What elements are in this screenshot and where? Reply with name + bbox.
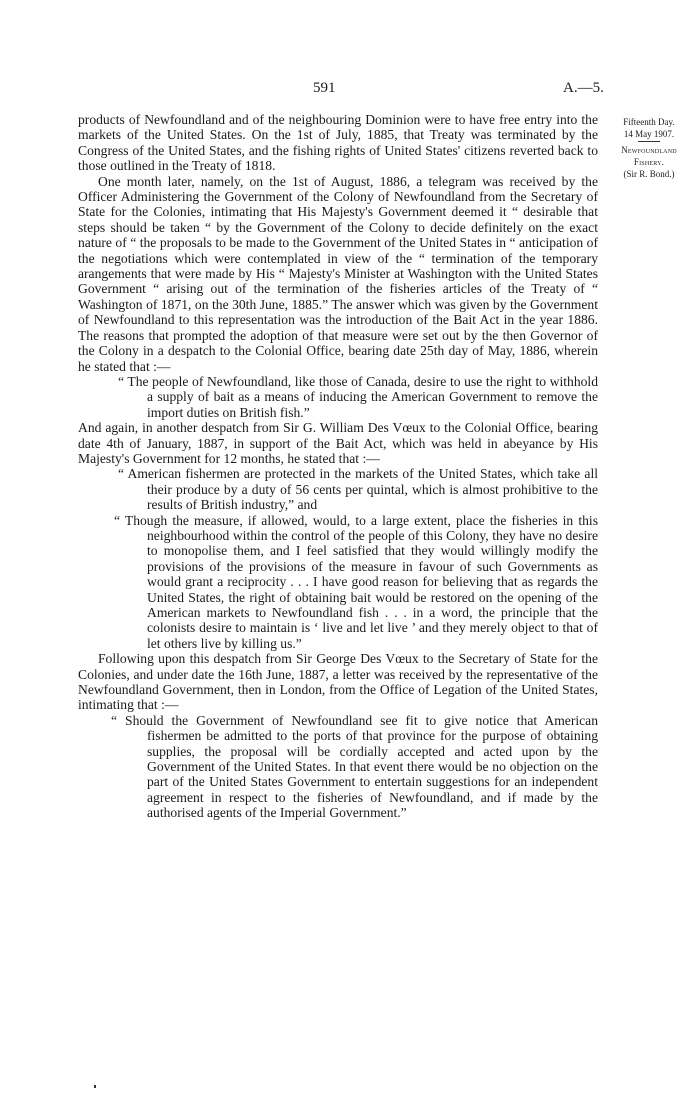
paragraph: Following upon this despatch from Sir George Des Vœux to the Secretary of State for the Colonies, and under date the 16th June, 1887, a letter was received by the representative of the Newfoundland Government, then in London, from the Office of Legation of the United States, intimating that :—: [78, 651, 598, 713]
margin-speaker: (Sir R. Bond.): [623, 169, 675, 179]
margin-rule: [638, 141, 660, 142]
paragraph: And again, in another despatch from Sir G. William Des Vœux to the Colonial Office, bearing date 4th of January, 1887, in support of the Bait Act, which was held in abeyance by His Majesty's Government for 12 months, he stated that :—: [78, 420, 598, 466]
margin-day: Fifteenth Day.: [623, 117, 675, 127]
block-quote: “ The people of Newfoundland, like those of Canada, desire to use the right to withhold a supply of bait as a means of inducing the American Government to remove the import duties on British fish.”: [118, 373, 598, 420]
document-reference: A.—5.: [563, 80, 604, 96]
body-text: [78, 112, 598, 821]
block-quote: “ American fishermen are protected in the markets of the United States, which take all their produce by a duty of 56 cents per quintal, which is almost prohibitive to the results of British industry,” and: [118, 466, 598, 513]
margin-topic-line1: Newfoundland: [621, 145, 677, 155]
print-mark: [94, 1085, 96, 1088]
margin-note: [598, 116, 700, 180]
margin-topic-line2: Fishery.: [633, 157, 665, 167]
block-quote: “ Though the measure, if allowed, would, to a large extent, place the fisheries in this neighbourhood within the control of the people of this Colony, they have no desire to monopolise them, and I feel satisfied that they would willingly modify the provisions of the provisions of the measure in favour of such Governments as would grant a reciprocity . . . I have good reason for believing that as regards the United States, the right of obtaining bait would be restored on the opening of the American markets to Newfoundland fish . . . in a word, the principle that the colonists desire to maintain is ‘ live and let live ’ and they merely object to that of let others live by killing us.”: [114, 512, 598, 651]
paragraph: products of Newfoundland and of the neighbouring Dominion were to have free entry into the markets of the United States. On the 1st of July, 1885, that Treaty was terminated by the Congress of the United States, and the fishing rights of United States' citizens reverted back to those outlined in the Treaty of 1818.: [78, 112, 598, 174]
paragraph: One month later, namely, on the 1st of August, 1886, a telegram was received by the Officer Administering the Government of the Colony of Newfoundland from the Secretary of State for the Colonies, intimating that His Majesty's Government deemed it “ desirable that steps should be taken “ by the Government of the Colony to decide definitely on the exact nature of “ the proposals to be made to the Government of the United States in “ anticipation of the negotiations which were contemplated in view of the “ termination of the temporary arangements that were made by His “ Majesty's Minister at Washington with the United States Government “ arising out of the termination of the fisheries articles of the Treaty of “ Washington of 1871, on the 30th June, 1885.” The answer which was given by the Government of Newfoundland to this representation was the introduction of the Bait Act in the year 1886. The reasons that prompted the adoption of that measure were set out by the then Governor of the Colony in a despatch to the Colonial Office, bearing date 25th day of May, 1886, wherein he stated that :—: [78, 173, 598, 374]
page-number: 591: [313, 80, 336, 96]
margin-date: 14 May 1907.: [623, 129, 675, 139]
block-quote: “ Should the Government of Newfoundland see fit to give notice that American fishermen be admitted to the ports of that province for the purpose of obtaining supplies, the proposal will be cordially accepted and acted upon by the Government of the United States. In that event there would be no objection on the part of the United States Government to entertain suggestions for an independent agreement in respect to the fisheries of Newfoundland, and if made by the authorised agents of the Imperial Government.”: [111, 712, 598, 821]
